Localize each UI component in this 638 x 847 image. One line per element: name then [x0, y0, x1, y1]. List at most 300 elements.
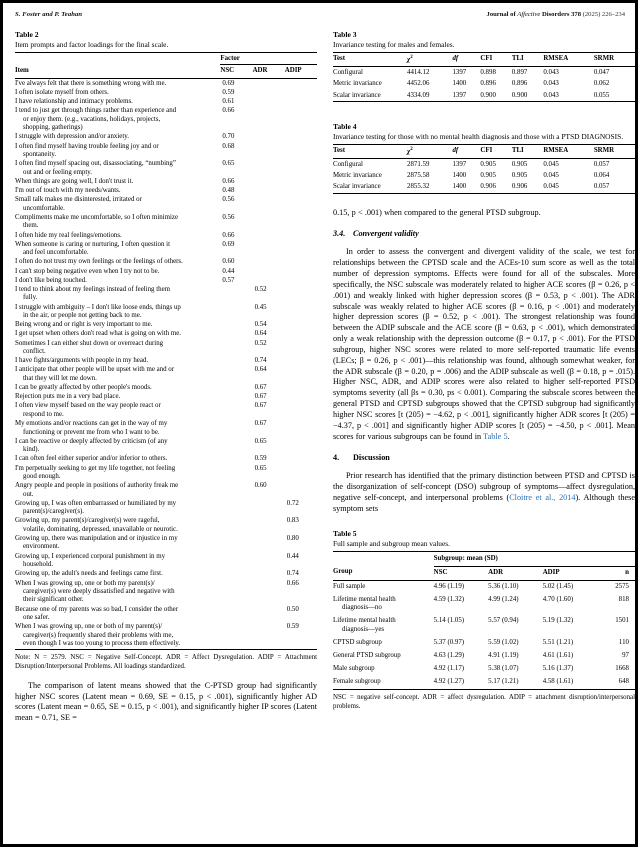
- table3-caption: Invariance testing for males and females.: [333, 40, 455, 49]
- table2-item-continuation: conflict.: [23, 348, 46, 356]
- table2-loading-nsc: [220, 464, 252, 482]
- table4-cell-test: Configural: [333, 160, 363, 168]
- table2-loading-adr: 0.74: [254, 357, 267, 365]
- table3-cell-df: 1397: [452, 68, 467, 76]
- table2-label: Table 2: [15, 30, 39, 39]
- table4-col-chi-symbol: χ: [407, 148, 411, 156]
- table-row: [15, 187, 317, 196]
- table2-item-text: I tend to just get through things rather than experience and or enjoy them. (e.g., vacations, holidays, projects, shopping, gatherings): [15, 107, 220, 133]
- table2-loading-adr: [253, 177, 285, 186]
- table5-cell-adip: 5.19 (1.32): [542, 617, 574, 625]
- table2-item-continuation: out.: [23, 490, 34, 498]
- table5-head-body: [333, 551, 635, 580]
- table5-cell-nsc: 4.92 (1.17): [433, 664, 465, 672]
- table4-cell-srmr: 0.057: [594, 181, 635, 193]
- table-row: [15, 384, 317, 393]
- table2-loading-adr: [253, 79, 285, 89]
- table5-group-blank: [333, 551, 434, 566]
- table4-cell-test: Scalar invariance: [333, 181, 407, 193]
- table5-cell-group: Female subgroup: [333, 676, 434, 690]
- table2-loading-adr: 0.65: [254, 437, 267, 445]
- table5-cell-adr: 4.99 (1.24): [488, 595, 519, 603]
- table2-loading-nsc: 0.70: [222, 133, 235, 141]
- table2-loading-adip: [285, 455, 317, 464]
- table3-cell-tli: 0.900: [512, 89, 543, 101]
- table2-loading-nsc: 0.56: [222, 196, 235, 204]
- table5-cell-adip: 4.61 (1.61): [542, 651, 574, 659]
- table5-label: Table 5: [333, 528, 357, 538]
- table2-loading-adr: [253, 142, 285, 160]
- table-row: [15, 437, 317, 455]
- table5-cell-nsc: 4.63 (1.29): [433, 651, 465, 659]
- table-row: [15, 107, 317, 133]
- table2-item-continuation: good enough.: [23, 472, 61, 480]
- table2-loading-adip: 0.44: [286, 552, 299, 560]
- table3-cell-df: 1397: [452, 89, 480, 101]
- table2-loading-adip: [285, 231, 317, 240]
- table-row: [15, 133, 317, 142]
- table2-loading-nsc: [220, 330, 252, 339]
- table2-item-text: I can be greatly affected by other people's moods.: [15, 384, 152, 392]
- table2-loading-adr: 0.67: [254, 393, 267, 401]
- table5-cell-adr: 4.91 (1.19): [488, 651, 519, 659]
- table2-header-row: [15, 65, 317, 79]
- table2-loading-adip: [285, 214, 317, 232]
- table5-note-text: NSC = negative self-concept. ADR = affect dysregulation. ADIP = attachment disruption/interpersonal problems.: [333, 693, 635, 710]
- table2-loading-adr: 0.65: [254, 464, 267, 472]
- table2-loading-adip: 0.83: [286, 517, 299, 525]
- table-row: [15, 357, 317, 366]
- table2-loading-nsc: [220, 393, 252, 402]
- table2-item-text: I anticipate that other people will be upset with me and or that they will let me down.: [15, 366, 220, 384]
- table2-loading-adip: [285, 339, 317, 357]
- table5-cell-adr: 5.38 (1.07): [488, 664, 519, 672]
- table2-item-text: When I was growing up, one or both my parent(s)/ caregiver(s) were deeply dissatisfied and negative with their significant other.: [15, 579, 220, 605]
- table2-col-item: Item: [15, 65, 220, 79]
- table-row: [333, 158, 635, 170]
- table2-loading-nsc: [220, 623, 252, 650]
- table2-loading-adip: [285, 366, 317, 384]
- table2-loading-nsc: [220, 286, 252, 304]
- table3-cell-rmsea: 0.043: [543, 89, 593, 101]
- section-4-text-end: ). Although these symptom sets: [333, 493, 635, 513]
- table4-col-tli: TLI: [512, 144, 543, 158]
- table5-cell-n: 818: [618, 595, 629, 603]
- table5-col-adr: ADR: [488, 566, 543, 580]
- table2-item-continuation: environment.: [23, 543, 60, 551]
- table-row: [333, 676, 635, 690]
- table-row: [15, 499, 317, 517]
- table3-cell-cfi: 0.898: [480, 68, 496, 76]
- table2-loading-adr: [253, 605, 285, 623]
- table2-loading-nsc: 0.68: [222, 142, 235, 150]
- table-row: [15, 258, 317, 267]
- table2-loading-adr: [253, 258, 285, 267]
- table3-col-cfi: CFI: [480, 53, 511, 67]
- table2-loading-adr: [253, 267, 285, 276]
- right-column: [333, 30, 635, 724]
- table4-cell-rmsea: 0.045: [543, 181, 593, 193]
- table2-item-text: Being wrong and or right is very important to me.: [15, 321, 153, 329]
- table2-note: [15, 654, 317, 672]
- table3-head-body: [333, 53, 635, 67]
- table2-item-text: Growing up, I experienced corporal punishment in my household.: [15, 552, 220, 570]
- table2-loading-adr: [253, 187, 285, 196]
- table-row: [15, 570, 317, 579]
- table-row: [333, 78, 635, 89]
- table2-item-text: I often view myself based on the way people react or respond to me.: [15, 402, 220, 420]
- table2-item-continuation: and feel uncomfortable.: [23, 249, 89, 257]
- table2-item-continuation: functioning or prevent me from who I want to be.: [23, 428, 160, 436]
- table3-col-chi-symbol: χ: [407, 56, 411, 64]
- table-row: [333, 89, 635, 101]
- table2-loading-adr: 0.60: [254, 482, 267, 490]
- table4-cell-srmr: 0.064: [593, 172, 610, 180]
- table2-loading-nsc: 0.48: [222, 187, 235, 195]
- table5-cell-n: 648: [597, 676, 635, 690]
- table2-loading-nsc: [220, 384, 252, 393]
- table2-loading-nsc: 0.59: [222, 88, 235, 96]
- table4-col-rmsea: RMSEA: [543, 144, 593, 158]
- table2-loading-adip: [285, 187, 317, 196]
- table4-cell-tli: 0.905: [511, 160, 528, 168]
- left-body-paragraph: The comparison of latent means showed that the C-PTSD group had significantly higher NSC scores (Latent mean = 0.69, SE = 0.15, p < .001), significantly higher AD scores (Latent mean = 0.65, SE = 0.15, p < .001), and significantly higher IP scores (Latent mean = 0.71, SE =: [15, 680, 317, 723]
- table2-loading-nsc: 0.44: [222, 267, 235, 275]
- table-row: [15, 89, 317, 98]
- table2-loading-adr: 0.45: [254, 303, 267, 311]
- table2-item-text: Rejection puts me in a very bad place.: [15, 393, 121, 401]
- table2-loading-adr: [253, 623, 285, 650]
- table3-cell-srmr: 0.062: [593, 80, 610, 88]
- table2-item-text: I often find myself having trouble feeling joy and or spontaneity.: [15, 142, 220, 160]
- table-row: [15, 160, 317, 178]
- table3-col-srmr: SRMR: [594, 53, 635, 67]
- table3-cell-test: Scalar invariance: [333, 89, 407, 101]
- table3-cell-test: Metric invariance: [333, 80, 382, 88]
- table2-loading-adr: [253, 499, 285, 517]
- table2-item-text: I have relationship and intimacy problems.: [15, 98, 133, 106]
- table5-group-subgroup: Subgroup: mean (SD): [434, 551, 635, 566]
- table3-col-tli: TLI: [512, 53, 543, 67]
- table-row: [333, 66, 635, 78]
- table-row: [15, 231, 317, 240]
- table2-loading-nsc: [220, 535, 252, 553]
- table4-cell-tli: 0.905: [511, 172, 528, 180]
- table2-loading-nsc: 0.69: [222, 240, 235, 248]
- table5-caption: Full sample and subgroup mean values.: [333, 538, 450, 548]
- section-4-heading: [333, 453, 635, 462]
- table2-loading-nsc: 0.66: [222, 231, 235, 239]
- table2-item-text: I get upset when others don't read what is going on with me.: [15, 330, 182, 338]
- table5-cell-group: Full sample: [333, 582, 366, 590]
- table2-loading-adip: [285, 420, 317, 438]
- table2-loading-adip: 0.66: [286, 579, 299, 587]
- table2-loading-adip: 0.74: [286, 570, 299, 578]
- two-column-layout: [15, 30, 635, 724]
- table2-loading-nsc: 0.66: [222, 177, 235, 185]
- table2-item-continuation: volatile, dominating, depressed, unavailable or neurotic.: [23, 525, 178, 533]
- table4-col-cfi: CFI: [480, 144, 511, 158]
- table3-col-df: df: [452, 53, 480, 67]
- table2-caption: Item prompts and factor loadings for the final scale.: [15, 40, 169, 49]
- table5-cell-group: Lifetime mental health diagnosis—no: [333, 594, 434, 616]
- table-row: [15, 579, 317, 605]
- section-3-4-text-end: .: [507, 431, 510, 441]
- table5-cell-n: 110: [618, 638, 629, 646]
- table4-caption: Invariance testing for those with no mental health diagnosis and those with a PTSD DIAGNOSIS.: [333, 131, 624, 141]
- table-row: [15, 420, 317, 438]
- section-4-title: Discussion: [353, 453, 390, 463]
- journal-name-italic: Affective: [517, 11, 541, 18]
- table-row: [15, 79, 317, 89]
- table2-loading-nsc: [220, 366, 252, 384]
- table4-col-df: df: [452, 144, 480, 158]
- table-row: [15, 623, 317, 650]
- section-3-4-title: Convergent validity: [353, 229, 419, 239]
- table5-cell-nsc: 4.92 (1.27): [434, 676, 489, 690]
- table2-loading-adr: [253, 276, 285, 285]
- table2-loading-nsc: 0.57: [222, 276, 235, 284]
- journal-name-part1: Journal of: [486, 11, 516, 18]
- section-3-4-heading: [333, 229, 635, 238]
- table2-item-continuation: or enjoy them. (e.g., vacations, holidays, projects,: [23, 115, 161, 123]
- table3: [333, 52, 635, 102]
- table2-item-continuation: caregiver(s) were deeply dissatisfied and negative with: [23, 587, 175, 595]
- table2-loading-nsc: [220, 339, 252, 357]
- table2-loading-adip: [285, 482, 317, 500]
- table3-cell-df: 1400: [452, 80, 467, 88]
- table2-loading-nsc: [220, 357, 252, 366]
- table2-loading-adr: 0.67: [254, 420, 267, 428]
- table2: [15, 52, 317, 650]
- table2-loading-nsc: [220, 455, 252, 464]
- table2-loading-nsc: [220, 321, 252, 330]
- table2-body: [15, 79, 317, 649]
- table2-loading-adip: [285, 286, 317, 304]
- table-row: [15, 393, 317, 402]
- table5: [333, 551, 635, 690]
- table5-cell-n: 1668: [615, 664, 629, 672]
- table3-cell-chi: 4334.09: [407, 89, 452, 101]
- table-row: [333, 615, 635, 637]
- table4-cell-chi: 2855.32: [407, 181, 452, 193]
- table2-group-blank: [15, 53, 220, 65]
- table5-cell-n: 1501: [615, 617, 629, 625]
- table2-loading-adip: [285, 258, 317, 267]
- table3-col-chi-sup: 2: [410, 55, 413, 61]
- table4-cell-cfi: 0.905: [480, 160, 496, 168]
- table2-loading-nsc: [220, 579, 252, 605]
- table2-item-text: I struggle with depression and/or anxiety.: [15, 133, 129, 141]
- table2-loading-adip: [285, 321, 317, 330]
- table2-loading-adr: [253, 231, 285, 240]
- table2-loading-adr: 0.59: [254, 455, 267, 463]
- table2-loading-nsc: [220, 303, 252, 321]
- table5-col-group: Group: [333, 566, 434, 580]
- table4-cell-df: 1397: [452, 160, 467, 168]
- table2-item-continuation: fully.: [23, 294, 38, 302]
- table2-note-text: Note: N = 2579. NSC = Negative Self-Concept. ADR = Affect Dysregulation. ADIP = Attachment Disruption/Interpersonal Problems. All loadings standardized.: [15, 653, 317, 670]
- table-row: [333, 637, 635, 650]
- table2-loading-adip: [285, 133, 317, 142]
- table2-item-text: I often isolate myself from others.: [15, 88, 109, 96]
- table4-body: [333, 158, 635, 193]
- table2-item-continuation: kind).: [23, 446, 40, 454]
- table5-cell-n: 97: [622, 651, 629, 659]
- table2-loading-adr: 0.52: [254, 339, 267, 347]
- table2-loading-nsc: [220, 437, 252, 455]
- table2-loading-adr: [253, 160, 285, 178]
- table5-body: [333, 580, 635, 689]
- table2-item-text: I can't stop being negative even when I try not to be.: [15, 267, 160, 275]
- table2-item-continuation: out and or feeling empty.: [23, 168, 93, 176]
- table3-cell-cfi: 0.900: [480, 89, 511, 101]
- table-row: [15, 464, 317, 482]
- section-4-paragraph: [333, 471, 635, 514]
- table2-loading-nsc: [220, 420, 252, 438]
- table2-loading-adip: 0.80: [286, 535, 299, 543]
- table2-item-continuation: uncomfortable.: [23, 204, 65, 212]
- table2-loading-adip: [285, 107, 317, 133]
- table2-loading-nsc: [220, 605, 252, 623]
- table4-cell-chi: 2871.59: [407, 160, 430, 168]
- table5-col-nsc: NSC: [434, 566, 489, 580]
- table4-cell-chi: 2875.58: [407, 172, 430, 180]
- table-row: [15, 321, 317, 330]
- table2-loading-adip: [285, 177, 317, 186]
- table2-item-text: When things are going well, I don't trust it.: [15, 177, 134, 185]
- table2-loading-adr: [253, 579, 285, 605]
- table3-cell-test: Configural: [333, 68, 363, 76]
- table3-cell-chi: 4414.12: [407, 68, 430, 76]
- table5-cell-group: Lifetime mental health diagnosis—yes: [333, 615, 434, 637]
- table2-item-continuation: their significant other.: [23, 596, 84, 604]
- table5-cell-adr: 5.59 (1.02): [488, 638, 519, 646]
- table5-col-n: n: [597, 566, 635, 580]
- table2-loading-adip: [285, 402, 317, 420]
- table2-item-text: I'm out of touch with my needs/wants.: [15, 187, 121, 195]
- table4-col-chi-sup: 2: [410, 147, 413, 153]
- table2-loading-adr: [253, 570, 285, 579]
- table3-body: [333, 66, 635, 101]
- table-row: [333, 594, 635, 616]
- table2-loading-adip: [285, 384, 317, 393]
- table4-cell-df: 1400: [452, 172, 467, 180]
- table2-item-continuation: shopping, gatherings): [23, 124, 83, 132]
- running-head-authors: S. Foster and P. Teahan: [15, 11, 83, 18]
- table2-item-text: When I was growing up, one or both of my parent(s)/ caregiver(s) frequently shared their problems with me, even though I was too young to process them effectively.: [15, 623, 220, 650]
- table2-loading-adip: [285, 303, 317, 321]
- table2-loading-adr: 0.67: [254, 402, 267, 410]
- table5-cell-adr: 5.57 (0.94): [488, 617, 519, 625]
- cloitre-citation-link[interactable]: Cloitre et al., 2014: [509, 493, 576, 503]
- table2-loading-adr: 0.64: [254, 330, 267, 338]
- table4-cell-rmsea: 0.045: [543, 160, 559, 168]
- table5-cell-nsc: 5.14 (1.05): [433, 617, 465, 625]
- table3-header-row: [333, 53, 635, 67]
- table-row: [15, 366, 317, 384]
- table2-loading-adip: [285, 98, 317, 107]
- table4-cell-srmr: 0.057: [593, 160, 610, 168]
- table3-cell-rmsea: 0.043: [543, 68, 559, 76]
- table2-group-factor: Factor: [220, 53, 317, 65]
- table2-loading-adr: [253, 133, 285, 142]
- table2-item-continuation: parent(s)/caregiver(s).: [23, 508, 85, 516]
- table4-label: Table 4: [333, 121, 357, 131]
- section-3-4-number: 3.4.: [333, 229, 346, 239]
- table5-cell-nsc: 4.59 (1.32): [433, 595, 465, 603]
- table2-loading-adip: 0.50: [286, 605, 299, 613]
- right-paragraph-continued: 0.15, p < .001) when compared to the general PTSD subgroup.: [333, 207, 541, 217]
- table2-loading-adip: [285, 276, 317, 285]
- table-row: [15, 240, 317, 258]
- table2-loading-adip: [285, 464, 317, 482]
- table4-cell-cfi: 0.906: [480, 181, 511, 193]
- table-row: [15, 98, 317, 107]
- table-row: [15, 303, 317, 321]
- table5-group-header-row: [333, 551, 635, 566]
- table2-item-text: Small talk makes me disinterested, irritated or uncomfortable.: [15, 196, 220, 214]
- table2-item-continuation: spontaneity.: [23, 151, 57, 159]
- table2-item-continuation: in the air, or people not getting back to me.: [23, 312, 142, 320]
- table2-item-text: I often do not trust my own feelings or the feelings of others.: [15, 258, 183, 266]
- table2-item-text: I struggle with ambiguity – I don't like loose ends, things up in the air, or people not getting back to me.: [15, 303, 220, 321]
- table2-loading-adip: 0.72: [286, 499, 299, 507]
- table2-loading-nsc: [220, 499, 252, 517]
- table5-col-adip: ADIP: [543, 566, 598, 580]
- table2-item-continuation: respond to me.: [23, 410, 64, 418]
- table3-cell-srmr: 0.047: [593, 68, 610, 76]
- table2-item-text: I can often feel either superior and/or inferior to others.: [15, 455, 168, 463]
- table2-loading-nsc: [220, 570, 252, 579]
- table2-item-continuation: them.: [23, 222, 39, 230]
- table3-cell-rmsea: 0.043: [543, 80, 559, 88]
- table-row: [15, 177, 317, 186]
- table-row: [15, 339, 317, 357]
- table2-group-header-row: [15, 53, 317, 65]
- table4-head-body: [333, 144, 635, 158]
- table5-cell-adip: 5.02 (1.45): [542, 582, 574, 590]
- table3-cell-tli: 0.897: [511, 68, 528, 76]
- table2-loading-adr: [253, 552, 285, 570]
- table3-label: Table 3: [333, 30, 357, 39]
- table2-loading-nsc: [220, 517, 252, 535]
- table-row: [15, 276, 317, 285]
- table2-loading-adr: [253, 196, 285, 214]
- table2-item-text: Growing up, I was often embarrassed or humiliated by my parent(s)/caregiver(s).: [15, 499, 220, 517]
- table2-loading-adip: [285, 240, 317, 258]
- section-3-4-paragraph: [333, 247, 635, 442]
- table4-col-test: Test: [333, 144, 407, 158]
- table5-cell-adr: 5.17 (1.21): [488, 676, 543, 690]
- table-row: [333, 170, 635, 181]
- table3-col-rmsea: RMSEA: [543, 53, 593, 67]
- left-column: [15, 30, 317, 724]
- table4-col-chi: [407, 144, 452, 158]
- table2-item-text: I'm perpetually seeking to get my life together, not feeling good enough.: [15, 464, 220, 482]
- table4-cell-cfi: 0.905: [480, 172, 496, 180]
- table5-cell-group: CPTSD subgroup: [333, 638, 382, 646]
- running-head: [15, 11, 625, 20]
- table2-loading-adr: [253, 214, 285, 232]
- table2-loading-nsc: 0.69: [222, 79, 235, 87]
- table2-loading-adip: [285, 357, 317, 366]
- table2-item-text: I can be reactive or deeply affected by criticism (of any kind).: [15, 437, 220, 455]
- table5-crossref-link[interactable]: Table 5: [483, 431, 508, 441]
- table2-loading-adip: [285, 142, 317, 160]
- table2-loading-adip: [285, 89, 317, 98]
- table2-item-text: Angry people and people in positions of authority freak me out.: [15, 482, 220, 500]
